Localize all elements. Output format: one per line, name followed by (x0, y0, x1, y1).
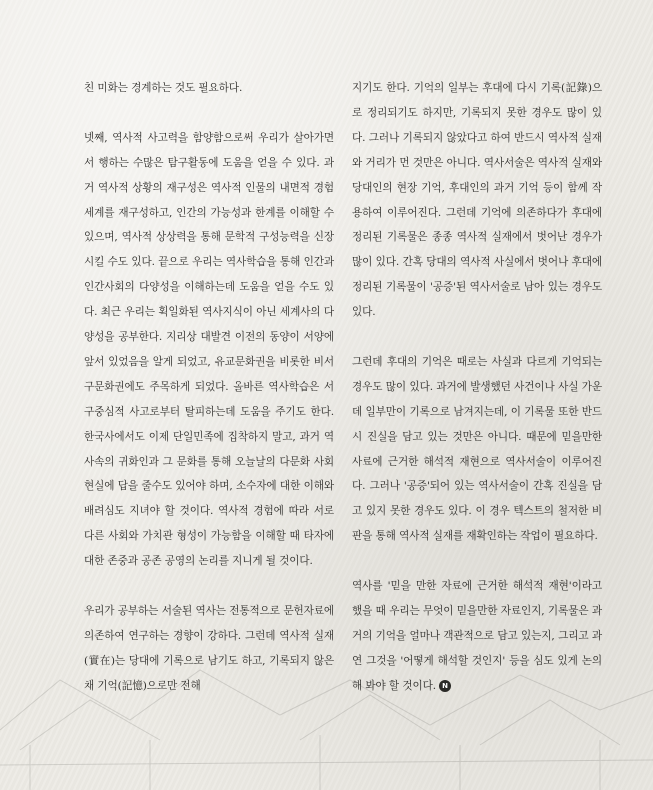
right-paragraph-3-text: 역사를 '믿을 만한 자료에 근거한 해석적 재현'이라고 했을 때 우리는 무엇이 믿을만한 자료인지, 기록물은 과거의 기억을 얼마나 객관적으로 담고 있는지, 그리고 과연 그것을 '어떻게 해석할 것인지' 등을 심도 있게 논의해 봐야 할 것이다. (352, 580, 602, 692)
left-paragraph-3: 우리가 공부하는 서술된 역사는 전통적으로 문헌자료에 의존하여 연구하는 경향이 강하다. 그런데 역사적 실재(實在)는 당대에 기록으로 남기도 하고, 기록되지 않은 채 기억(記憶)으로만 전해 (84, 605, 334, 692)
right-paragraph-1: 지기도 한다. 기억의 일부는 후대에 다시 기록(記錄)으로 정리되기도 하지만, 기록되지 못한 경우도 많이 있다. 그러나 기록되지 않았다고 하여 반드시 역사적 실재와 거리가 먼 것만은 아니다. 역사서술은 역사적 실재와 당대인의 현장 기억, 후대인의 과거 기억 등이 함께 작용하여 이루어진다. 그런데 기억에 의존하다가 후대에 정리된 기록물은 종종 역사적 실재에서 벗어난 경우가 많이 있다. 간혹 당대의 역사적 사실에서 벗어나 후대에 정리된 기록물이 '공증'된 역사서술로 남아 있는 경우도 있다. (352, 82, 602, 319)
paragraph-spacer (352, 549, 602, 574)
right-column (352, 76, 602, 699)
left-column (84, 76, 334, 699)
left-paragraph-2: 넷째, 역사적 사고력을 함양함으로써 우리가 살아가면서 행하는 수많은 탐구활동에 도움을 얻을 수 있다. 과거 역사적 상황의 재구성은 역사적 인물의 내면적 경험세계를 재구성하고, 인간의 가능성과 한계를 이해할 수 있으며, 역사적 상상력을 통해 문학적 구성능력을 신장시킬 수도 있다. 끝으로 우리는 역사학습을 통해 인간과 인간사회의 다양성을 이해하는데 도움을 얻을 수도 있다. 최근 우리는 획일화된 역사지식이 아닌 세계사의 다양성을 공부한다. 지리상 대발견 이전의 동양이 서양에 앞서 있었음을 알게 되었고, 유교문화권을 비롯한 비서구문화권에도 주목하게 되었다. 올바른 역사학습은 서구중심적 사고로부터 탈피하는데 도움을 주기도 한다. 한국사에서도 이제 단일민족에 집착하지 말고, 과거 역사속의 귀화인과 그 문화를 통해 오늘날의 다문화 사회 현실에 답을 줄수도 있어야 하며, 소수자에 대한 이해와 배려심도 지녀야 할 것이다. 역사적 경험에 따라 서로 다른 사회와 가치관 형성이 가능함을 이해할 때 타자에 대한 존중과 공존 공영의 논리를 지니게 될 것이다. (84, 131, 334, 568)
paragraph-spacer (84, 101, 334, 126)
right-paragraph-2: 그런데 후대의 기억은 때로는 사실과 다르게 기억되는 경우도 많이 있다. 과거에 발생했던 사건이나 사실 가운데 일부만이 기록으로 남겨지는데, 이 기록물 또한 반드시 진실을 담고 있는 것만은 아니다. 때문에 믿을만한 사료에 근거한 해석적 재현으로 역사서술이 이루어진다. 그러나 '공증'되어 있는 역사서술이 간혹 진실을 담고 있지 못한 경우도 있다. 이 경우 텍스트의 철저한 비판을 통해 역사적 실재를 재확인하는 작업이 필요하다. (352, 355, 602, 543)
right-paragraph-3 (352, 574, 602, 699)
left-paragraph-1: 친 미화는 경계하는 것도 필요하다. (84, 82, 243, 94)
paragraph-spacer (352, 325, 602, 350)
article-end-mark-icon: N (439, 680, 451, 692)
paragraph-spacer (84, 574, 334, 599)
